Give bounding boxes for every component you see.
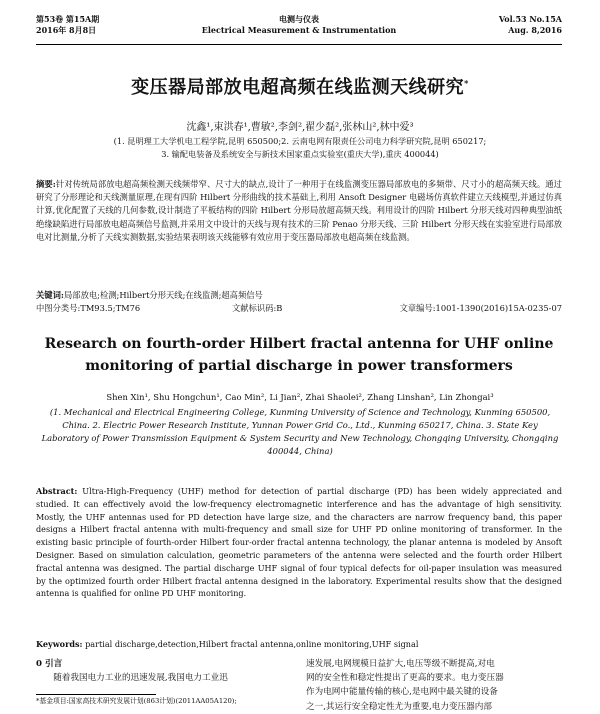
body-line-1: 速发展,电网规模日益扩大,电压等级不断提高,对电	[306, 659, 495, 669]
chinese-keywords-text: 局部放电;检测;Hilbert分形天线;在线监测;超高频信号	[63, 290, 263, 300]
chinese-abstract	[36, 178, 562, 244]
header-journal-cn: 电测与仪表	[279, 14, 319, 24]
body-line-4: 之一,其运行安全稳定性尤为重要,电力变压器内部	[306, 701, 492, 712]
english-keywords-text: partial discharge,detection,Hilbert fractal antenna,online monitoring,UHF signal	[85, 639, 419, 649]
footnote-rule	[36, 694, 156, 695]
chinese-abstract-label: 摘要:	[36, 179, 56, 189]
section-title-intro: 0 引言	[36, 659, 63, 669]
chinese-keywords-label: 关键词:	[36, 290, 64, 300]
header-vol-date: Aug. 8,2016	[508, 25, 562, 35]
english-affiliations: (1. Mechanical and Electrical Engineering College, Kunming University of Science and Technology, Kunming 650500, China. 2. Electric Power Research Institute, Yunnan Power Grid Co., Ltd., Kunming 650217, China. 3. State Key Laboratory of Power Transmission Equipment & System Security and New Technology, Chongqing University, Chongqing 400044, China)	[41, 407, 559, 456]
header-rule	[36, 44, 562, 45]
body-line-3: 作为电网中能量传输的核心,是电网中最关键的设备	[306, 687, 498, 698]
english-keywords	[36, 639, 562, 649]
header-vol-number: Vol.53 No.15A	[498, 14, 562, 24]
chinese-keywords	[36, 289, 562, 302]
chinese-affiliation-line-2: 3. 输配电装备及系统安全与新技术国家重点实验室(重庆大学),重庆 400044)	[161, 149, 439, 159]
body-line-2: 网的安全性和稳定性提出了更高的要求。电力变压器	[306, 673, 504, 684]
english-keywords-label: Keywords:	[36, 639, 83, 649]
funding-footnote: *基金项目:国家高技术研究发展计划(863计划)(2011AA05A120);	[36, 697, 237, 705]
english-abstract	[36, 485, 562, 600]
chinese-abstract-text: 针对传统局部放电超高频检测天线频带窄、尺寸大的缺点,设计了一种用于在线监测变压器局部放电的多频带、尺寸小的超高频天线。通过研究了分形理论和天线测量原理,在现有四阶 Hilbert 分形曲线的技术基础上,利用 Ansoft Designer 电磁场仿真软件建立天线模型,并通过仿真计算,优化配置了天线的几何参数,设计制造了平板结构的四阶 Hilbert 分形局放超高频天线。利用设计的四阶 Hilbert 分形天线对四种典型油纸绝缘缺陷进行局部放电超高频信号监测,并采用文中设计的天线与现有技术的三阶 Penao 分形天线、三阶 Hilbert 分形天线在实验室进行局部放电对比测量,分析了天线实测数据,实验结果表明该天线能够有效应用于变压器局部放电超高频在线监测。	[36, 179, 562, 242]
chinese-affiliation-line-1: (1. 昆明理工大学机电工程学院,昆明 650500;2. 云南电网有限责任公司电力科学研究院,昆明 650217;	[113, 136, 487, 146]
english-abstract-text: Ultra-High-Frequency (UHF) method for detection of partial discharge (PD) has been widely appreciated and studied. It can effectively avoid the low-frequency electromagnetic interference and has the advantage of high sensitivity. Mostly, the UHF antennas used for PD detection have large size, and the characters are narrow frequency band, this paper designs a Hilbert fractal antenna with multi-frequency and small size for UHF PD online monitoring of transformer. In the existing basic principle of fourth-order Hilbert four-order fractal antenna technology, the planar antenna is modeled by Ansoft Designer. Based on simulation calculation, geometric parameters of the antenna were selected and the fourth order Hilbert fractal antenna was designed. The partial discharge UHF signal of four typical defects for oil-paper insulation was measured by the optimized fourth order Hilbert fractal antenna designed in the laboratory. Experimental results show that the designed antenna is qualified for online PD UHF monitoring.	[36, 486, 563, 599]
english-title-line-1: Research on fourth-order Hilbert fractal antenna for UHF online	[44, 336, 554, 352]
chinese-affiliations	[44, 135, 556, 161]
header-volume-date: 第53卷 第15A期 2016年 8月8日	[36, 14, 100, 35]
english-authors: Shen Xin¹, Shu Hongchun¹, Cao Min², Li Jian², Zhai Shaolei², Zhang Linshan², Lin Zhongai³	[106, 392, 494, 402]
chinese-authors: 沈鑫¹,束洪春¹,曹敏²,李剑²,翟少磊²,张林山²,林中爱³	[186, 122, 414, 133]
running-header	[36, 14, 562, 44]
body-left-column	[36, 657, 288, 685]
clc-number: 中图分类号:TM93.5;TM76	[36, 303, 141, 313]
article-number: 文章编号:1001-1390(2016)15A-0235-07	[399, 303, 562, 313]
english-abstract-label: Abstract:	[36, 486, 78, 496]
intro-paragraph-start: 随着我国电力工业的迅速发展,我国电力工业迅	[53, 673, 228, 683]
chinese-title-mark: *	[464, 78, 469, 88]
english-title	[36, 333, 562, 377]
body-right-column	[306, 657, 562, 714]
chinese-title-text: 变压器局部放电超高频在线监测天线研究	[131, 77, 465, 98]
english-title-line-2: monitoring of partial discharge in power transformers	[85, 358, 513, 374]
document-code: 文献标识码:B	[232, 303, 283, 313]
chinese-title	[0, 73, 600, 99]
header-journal	[36, 14, 562, 36]
classification-line	[36, 302, 562, 315]
header-vol-en	[499, 14, 562, 36]
header-journal-en: Electrical Measurement & Instrumentation	[201, 25, 397, 35]
